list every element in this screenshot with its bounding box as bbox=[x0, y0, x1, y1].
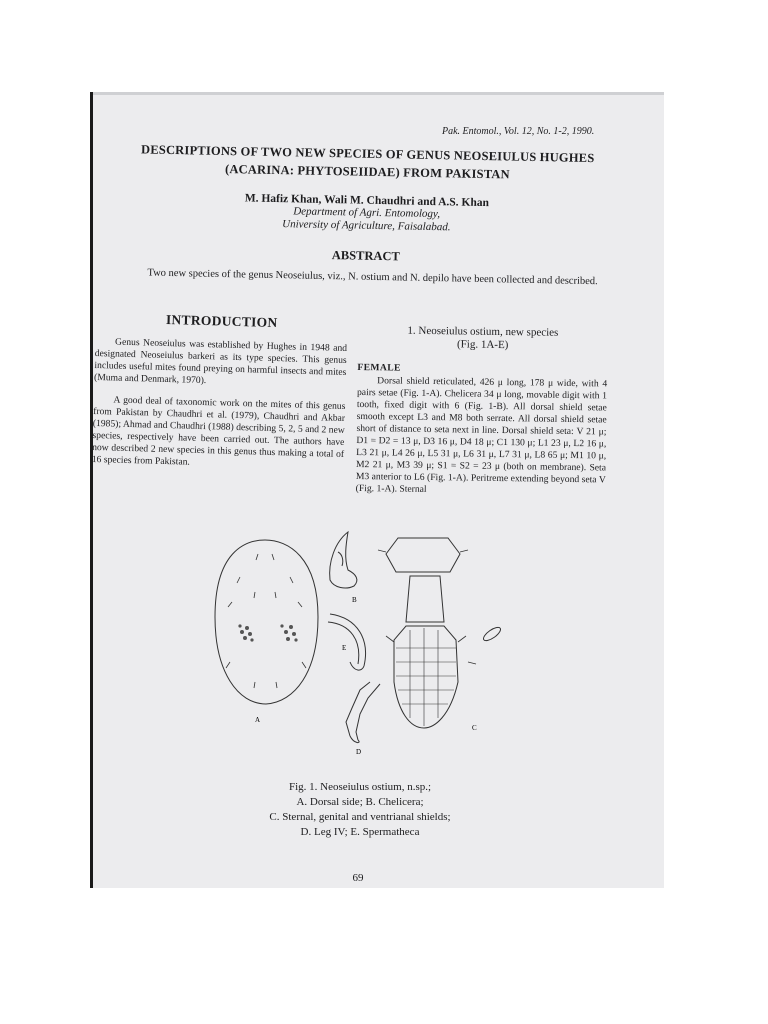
title-line-1: DESCRIPTIONS OF TWO NEW SPECIES OF GENUS NEOSEIULUS HUGHES bbox=[140, 142, 595, 166]
caption-line-4: D. Leg IV; E. Spermatheca bbox=[300, 826, 420, 838]
abstract-text: Two new species of the genus Neoseiulus, viz., N. ostium and N. depilo have been collected and described. bbox=[147, 267, 598, 288]
caption-line-2: A. Dorsal side; B. Chelicera; bbox=[296, 796, 424, 808]
figure-label-a: A bbox=[255, 716, 261, 724]
figure-label-e: E bbox=[342, 644, 347, 652]
chelicera-drawing bbox=[330, 532, 357, 588]
affiliation-line-2: University of Agriculture, Faisalabad. bbox=[282, 218, 451, 234]
species-heading bbox=[358, 324, 608, 353]
spermatheca-drawing bbox=[328, 614, 366, 670]
figure-label-b: B bbox=[352, 596, 357, 604]
dorsal-side-drawing bbox=[215, 540, 318, 704]
female-description: Dorsal shield reticulated, 426 μ long, 178 μ wide, with 4 pairs setae (Fig. 1-A). Chelicera 34 μ long, movable digit with 1 tooth, fixed digit with 6 (Fig. 1-B). All dorsal shield setae smooth except L3 and M8 both serrate. All dorsal shield setae short of distance to seta next in line. Dorsal shield seta: V 21 μ; D1 = D2 = 13 μ, D3 16 μ, D4 18 μ; C1 130 μ; L1 23 μ, L2 16 μ, L3 21 μ, L4 26 μ, L5 31 μ, L6 31 μ, L7 31 μ, L8 65 μ; M1 10 μ, M2 21 μ, M3 39 μ; S1 = S2 = 23 μ (both on membrane). Seta M3 anterior to L6 (Fig. 1-A). Peritreme extending beyond seta V (Fig. 1-A). Sternal bbox=[355, 375, 608, 495]
introduction-column bbox=[91, 310, 348, 483]
mite-illustrations bbox=[210, 522, 510, 762]
figure-label-d: D bbox=[356, 748, 362, 756]
species-title: 1. Neoseiulus ostium, new species bbox=[407, 324, 559, 339]
article-header bbox=[117, 140, 616, 288]
figure-caption bbox=[200, 780, 520, 840]
page-number: 69 bbox=[352, 872, 364, 884]
species-description-column bbox=[355, 324, 608, 508]
sternal-shields-drawing bbox=[378, 538, 502, 728]
abstract-heading: ABSTRACT bbox=[331, 248, 400, 264]
caption-line-1: Fig. 1. Neoseiulus ostium, n.sp.; bbox=[288, 781, 432, 793]
author-list: M. Hafiz Khan, Wali M. Chaudhri and A.S. Khan bbox=[244, 192, 490, 210]
figure-label-c: C bbox=[472, 724, 477, 732]
affiliation-line-1: Department of Agri. Entomology, bbox=[293, 205, 441, 221]
journal-reference: Pak. Entomol., Vol. 12, No. 1-2, 1990. bbox=[442, 126, 595, 137]
leg-iv-drawing bbox=[346, 682, 380, 743]
introduction-paragraph-1: Genus Neoseiulus was established by Hughes in 1948 and designated Neoseiulus barkeri as its type species. This genus includes useful mites found preying on harmful insects and mites (Muma and Denmark, 1970). bbox=[93, 336, 348, 387]
species-figure-ref: (Fig. 1A-E) bbox=[456, 338, 509, 352]
introduction-heading: INTRODUCTION bbox=[165, 311, 278, 331]
female-heading: FEMALE bbox=[357, 361, 401, 374]
figure-1 bbox=[210, 522, 510, 762]
introduction-paragraph-2: A good deal of taxonomic work on the mites of this genus from Pakistan by Chaudhri et al. (1979), Chaudhri and Akbar (1985); Ahmad and Chaudhri (1988) describing 5, 2, 5 and 2 new species, respectively have been carried out. The authors have now described 2 new species in this genus thus making a total of 16 species from Pakistan. bbox=[91, 394, 346, 468]
journal-page bbox=[90, 92, 664, 888]
title-line-2: (ACARINA: PHYTOSEIIDAE) FROM PAKISTAN bbox=[224, 162, 510, 182]
caption-line-3: C. Sternal, genital and ventrianal shields; bbox=[269, 811, 451, 823]
article-title bbox=[119, 140, 616, 186]
